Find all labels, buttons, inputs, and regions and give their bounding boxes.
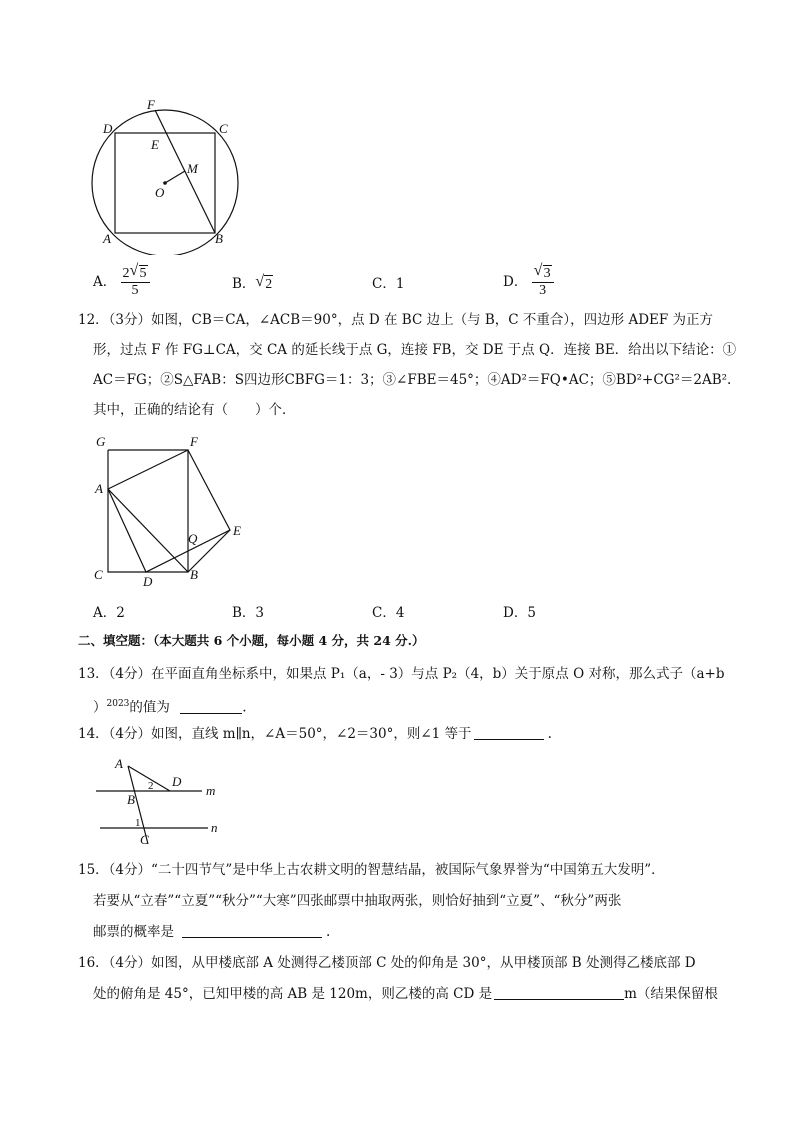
q11-option-c: C．1	[372, 276, 405, 292]
label-c: C	[94, 567, 103, 582]
q13-line-2: ）$^{2023}$的值为 .	[93, 699, 247, 716]
q12-option-c: C．4	[372, 605, 405, 621]
label-b: B	[127, 792, 135, 807]
label-m: M	[187, 161, 198, 176]
fraction-sqrt3-over-3: √ 3 3	[532, 266, 554, 299]
q12-option-b: B．3	[232, 605, 265, 621]
label-2: 2	[148, 780, 154, 792]
q12-option-d: D．5	[503, 605, 536, 621]
label-c: C	[219, 121, 228, 136]
q15-line-2: 若要从“立春”“立夏”“秋分”“大寒”四张邮票中抽取两张，则恰好抽到“立夏”、“秋分”两张	[93, 893, 622, 909]
q16-answer-blank[interactable]	[494, 985, 624, 1000]
q12-option-a: A．2	[93, 605, 125, 621]
label-e: E	[233, 523, 241, 538]
section-title-fill-in: 二、填空题：（本大题共 6 个小题，每小题 4 分，共 24 分.）	[78, 633, 425, 648]
q13-line-1: 13．（4分）在平面直角坐标系中，如果点 P₁（a，- 3）与点 P₂（4，b）关于原点 O 对称，那么式子（a+b	[78, 666, 725, 682]
label-b: B	[215, 231, 223, 246]
label-o: O	[155, 185, 165, 200]
label-a: A	[95, 481, 103, 496]
label-a: A	[103, 231, 111, 246]
q12-line-1: 12．（3分）如图，CB＝CA，∠ACB＝90°，点 D 在 BC 边上（与 B，C 不重合），四边形 ADEF 为正方	[78, 312, 714, 328]
q16-line-1: 16．（4分）如图，从甲楼底部 A 处测得乙楼顶部 C 处的仰角是 30°，从甲楼顶部 B 处测得乙楼底部 D	[78, 955, 696, 971]
q11-figure	[85, 95, 255, 255]
q15-line-1: 15．（4分）“二十四节气”是中华上古农耕文明的智慧结晶，被国际气象界誉为“中国第五大发明”．	[78, 862, 665, 878]
label-c: C	[140, 832, 149, 847]
q14-figure	[90, 752, 230, 852]
q12-line-4: 其中，正确的结论有（ ）个．	[93, 402, 296, 418]
q13-answer-blank[interactable]	[180, 699, 242, 714]
label-d: D	[143, 574, 153, 589]
label-b: B	[190, 567, 198, 582]
label-m: m	[206, 783, 216, 798]
segment-om	[165, 171, 185, 183]
label-d: D	[103, 121, 113, 136]
label-g: G	[96, 434, 106, 449]
label-e: E	[151, 137, 159, 152]
sqrt-2: √ 2	[255, 273, 273, 291]
q14-line-1: 14．（4分）如图，直线 m∥n，∠A＝50°，∠2＝30°，则∠1 等于 .	[78, 726, 552, 742]
q11-option-d: D． √ 3 3	[503, 266, 554, 299]
label-d: D	[172, 774, 182, 789]
label-q: Q	[188, 531, 198, 546]
square-adef	[108, 450, 230, 572]
q15-line-3: 邮票的概率是 .	[93, 924, 331, 940]
q12-line-3: AC＝FG；②S△FAB：S四边形CBFG＝1：3；③∠FBE＝45°；④AD²＝FQ•AC；⑤BD²+CG²＝2AB².	[93, 372, 732, 388]
segment-gfbc	[108, 450, 188, 572]
q12-line-2: 形，过点 F 作 FG⊥CA，交 CA 的延长线于点 G，连接 FB，交 DE 于点 Q．连接 BE．给出以下结论：①	[93, 342, 737, 358]
segment-ab	[108, 489, 188, 572]
label-n: n	[211, 820, 218, 835]
q11-option-a: A． 2 √ 5 5	[93, 266, 150, 299]
label-1: 1	[135, 817, 141, 829]
label-f: F	[147, 97, 155, 112]
q11-option-b: B． √ 2	[232, 273, 273, 292]
fraction-2sqrt5-over-5: 2 √ 5 5	[121, 266, 150, 299]
label-a: A	[115, 756, 123, 771]
q16-line-2: 处的俯角是 45°，已知甲楼的高 AB 是 120m，则乙楼的高 CD 是 m（结果保留根	[93, 986, 718, 1002]
q12-figure	[88, 432, 258, 592]
label-f: F	[190, 434, 198, 449]
q15-answer-blank[interactable]	[182, 923, 322, 938]
q14-answer-blank[interactable]	[474, 725, 544, 740]
